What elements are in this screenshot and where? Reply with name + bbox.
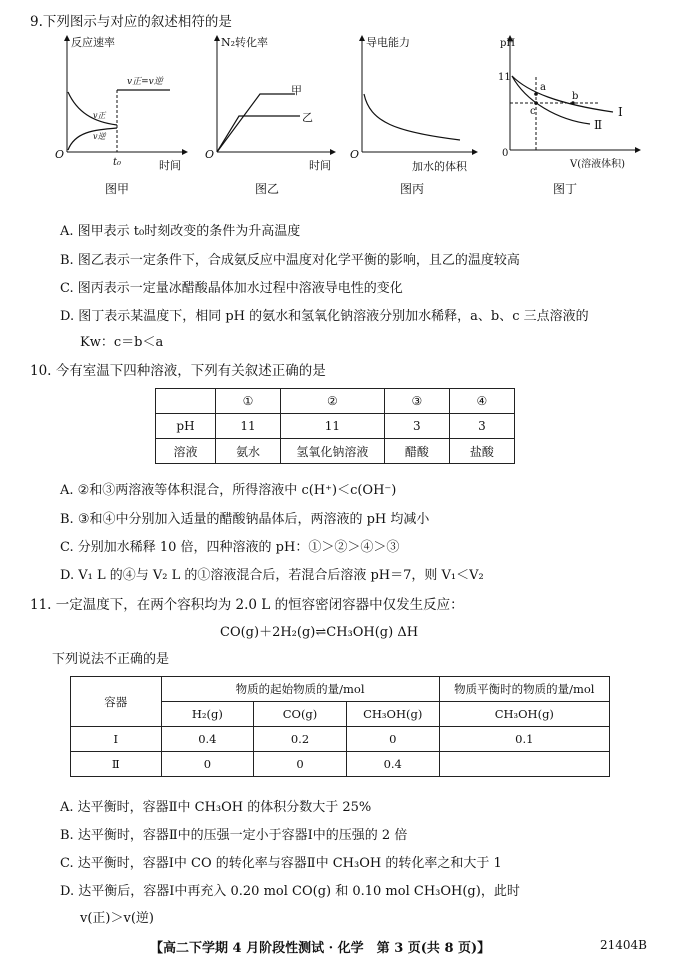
jia-ylabel: 反应速率 [71,36,115,49]
svg-text:a: a [540,82,546,93]
svg-text:c: c [530,106,536,117]
q9-option-c: C. 图丙表示一定量冰醋酸晶体加水过程中溶液导电性的变化 [60,281,403,296]
q10-option-a: A. ②和③两溶液等体积混合，所得溶液中 c(H⁺)＜c(OH⁻) [60,483,397,498]
svg-text:加水的体积: 加水的体积 [412,160,467,173]
caption-jia: 图甲 [105,182,130,196]
q10-table: ① ② ③ ④ pH 11 11 3 3 溶液 氨水 氢氧化钠溶液 醋酸 盐酸 [155,388,515,464]
svg-text:Ⅰ: Ⅰ [618,105,623,119]
bing-ylabel: 导电能力 [366,36,410,49]
svg-text:v正=v逆: v正=v逆 [127,77,163,87]
q11-option-d-cont: v(正)＞v(逆) [80,911,154,926]
q11-option-b: B. 达平衡时，容器Ⅱ中的压强一定小于容器Ⅰ中的压强的 2 倍 [60,828,408,843]
q10-stem: 10. 今有室温下四种溶液，下列有关叙述正确的是 [30,363,326,379]
svg-text:t₀: t₀ [113,157,122,168]
footer-code: 21404B [600,938,647,952]
svg-text:时间: 时间 [159,159,181,172]
svg-text:Ⅱ: Ⅱ [594,118,603,132]
table-row: pH 11 11 3 3 [156,414,515,439]
svg-text:O: O [205,148,215,161]
q11-sub: 下列说法不正确的是 [52,652,170,667]
ding-ylabel: pH [500,38,516,49]
caption-yi: 图乙 [255,182,280,196]
caption-ding: 图丁 [553,182,578,196]
q11-option-d: D. 达平衡后，容器Ⅰ中再充入 0.20 mol CO(g) 和 0.10 mol CH₃OH(g)，此时 [60,884,520,899]
svg-text:甲: 甲 [291,84,302,97]
svg-text:v逆: v逆 [93,132,106,141]
svg-text:O: O [55,148,65,161]
figure-ding [498,32,648,177]
table-row: Ⅱ 0 0 0.4 [71,752,610,777]
caption-bing: 图丙 [400,182,425,196]
svg-text:b: b [572,91,579,102]
svg-text:0: 0 [502,148,509,159]
q11-option-c: C. 达平衡时，容器Ⅰ中 CO 的转化率与容器Ⅱ中 CH₃OH 的转化率之和大于 1 [60,856,502,871]
q9-option-b: B. 图乙表示一定条件下，合成氨反应中温度对化学平衡的影响，且乙的温度较高 [60,253,520,268]
svg-text:v正: v正 [93,111,106,120]
q9-option-d: D. 图丁表示某温度下，相同 pH 的氨水和氢氧化钠溶液分别加水稀释，a、b、c 三点溶液的 [60,309,589,324]
q9-option-d-cont: Kw：c＝b＜a [80,335,164,350]
figure-jia [55,32,205,172]
q10-option-c: C. 分别加水稀释 10 倍，四种溶液的 pH：①＞②＞④＞③ [60,540,400,555]
svg-text:11: 11 [498,72,511,83]
q9-option-a: A. 图甲表示 t₀时刻改变的条件为升高温度 [60,224,301,239]
footer-title: 【高二下学期 4 月阶段性测试 · 化学 第 3 页(共 8 页)】 [150,941,491,956]
table-row: 溶液 氨水 氢氧化钠溶液 醋酸 盐酸 [156,439,515,464]
q11-option-a: A. 达平衡时，容器Ⅱ中 CH₃OH 的体积分数大于 25% [60,800,372,815]
svg-text:V(溶液体积): V(溶液体积) [570,159,626,170]
figure-yi [205,32,345,172]
svg-text:乙: 乙 [302,111,313,124]
q9-stem: 9.下列图示与对应的叙述相符的是 [30,14,232,30]
q10-option-b: B. ③和④中分别加入适量的醋酸钠晶体后，两溶液的 pH 均减小 [60,512,430,527]
q11-stem: 11. 一定温度下，在两个容积均为 2.0 L 的恒容密闭容器中仅发生反应： [30,597,464,613]
q10-option-d: D. V₁ L 的④与 V₂ L 的①溶液混合后，若混合后溶液 pH＝7，则 V₁＜V₂ [60,568,484,583]
yi-ylabel: N₂转化率 [221,36,269,49]
q11-table: 容器 物质的起始物质的量/mol 物质平衡时的物质的量/mol H₂(g) CO(g) CH₃OH(g) CH₃OH(g) Ⅰ 0.4 0.2 0 0.1 Ⅱ 0 0 0.4 [70,676,610,777]
svg-text:O: O [350,148,360,161]
figure-bing [350,32,490,177]
svg-text:时间: 时间 [309,159,331,172]
q11-equation: CO(g)＋2H₂(g)⇌CH₃OH(g) ΔH [220,625,419,640]
table-row: Ⅰ 0.4 0.2 0 0.1 [71,727,610,752]
